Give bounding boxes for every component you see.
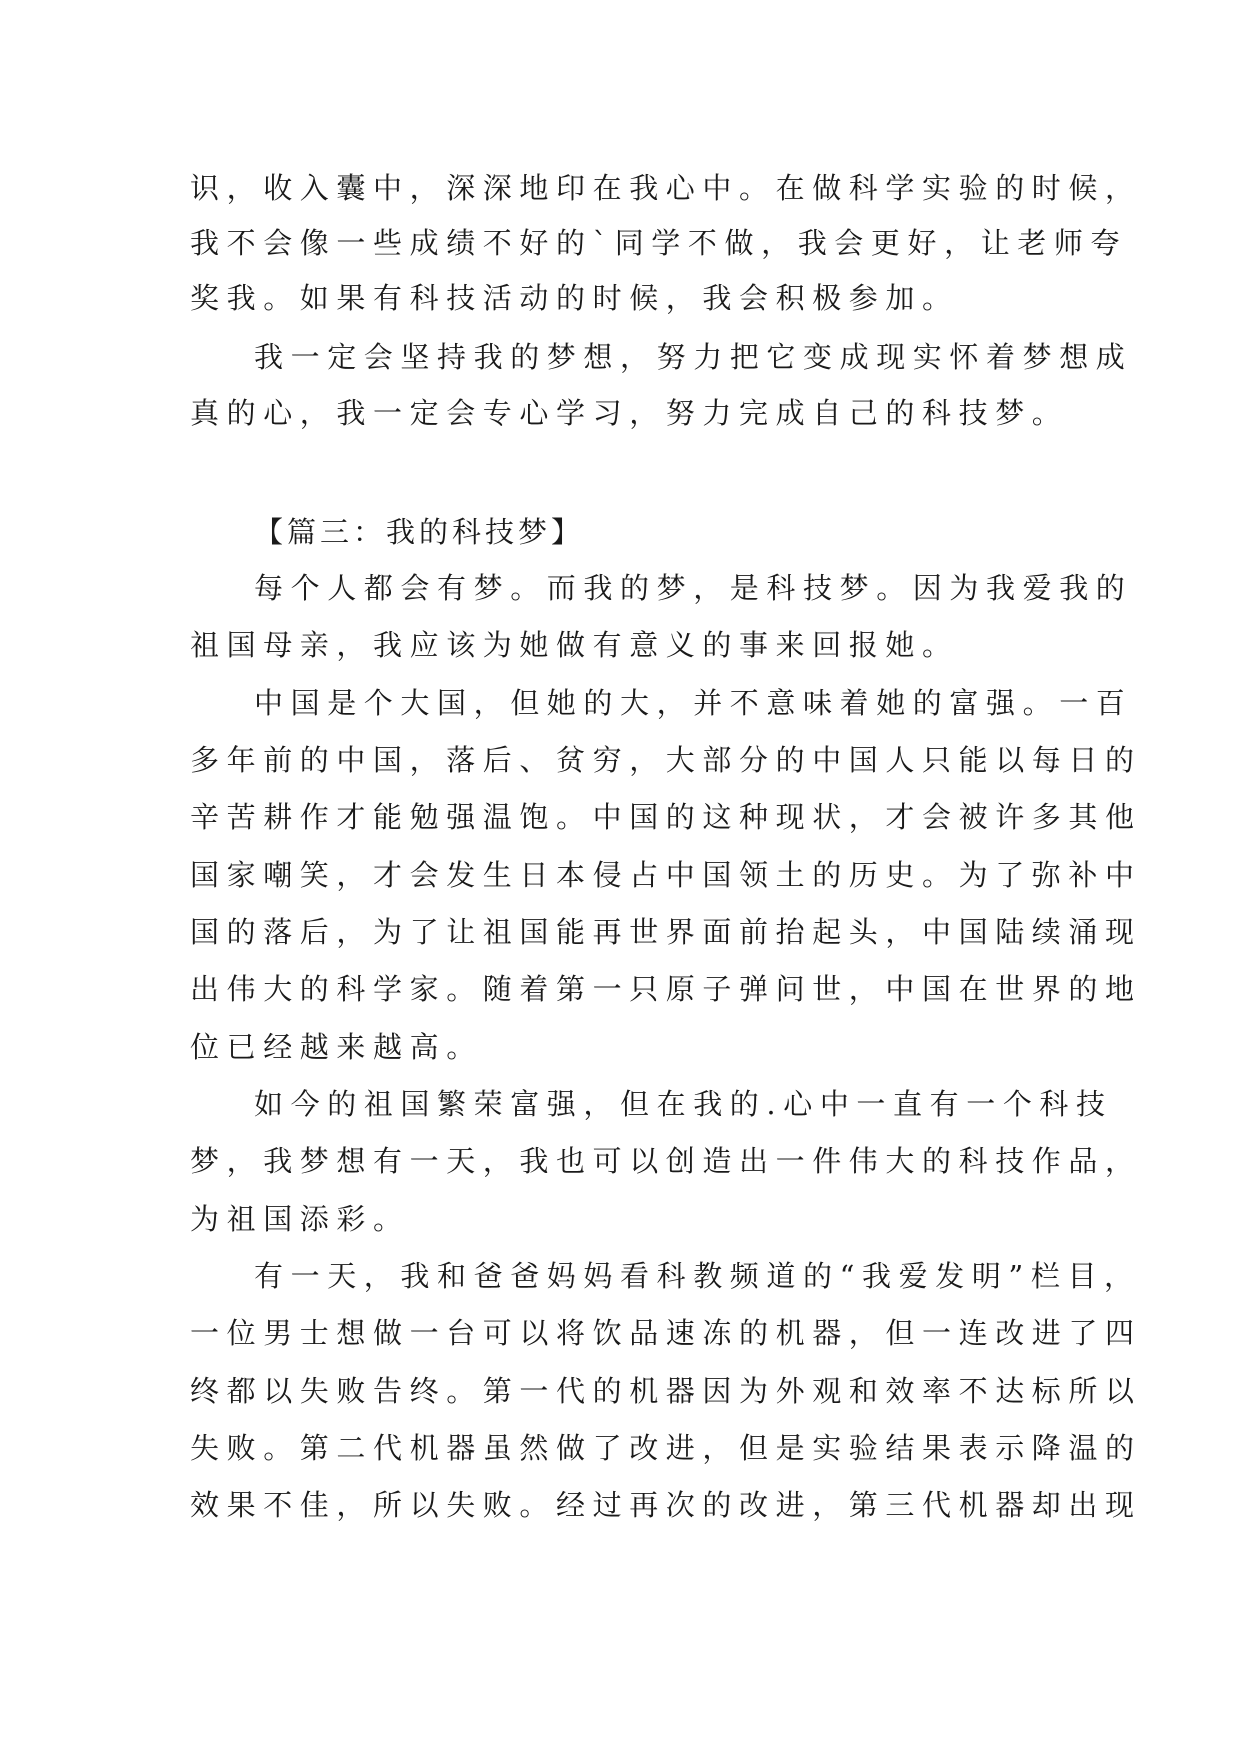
text-line: 终都以失败告终。第一代的机器因为外观和效率不达标所以: [190, 1374, 1142, 1408]
section-heading: 【篇三：我的科技梦】: [254, 515, 585, 549]
text-line: 辛苦耕作才能勉强温饱。中国的这种现状，才会被许多其他: [190, 800, 1142, 834]
text-line: 我不会像一些成绩不好的`同学不做，我会更好，让老师夸: [190, 226, 1128, 260]
text-line: 梦，我梦想有一天，我也可以创造出一件伟大的科技作品，: [190, 1144, 1142, 1178]
text-line: 位已经越来越高。: [190, 1030, 483, 1064]
text-line: 一位男士想做一台可以将饮品速冻的机器，但一连改进了四: [190, 1316, 1142, 1350]
paragraph-first-line: 中国是个大国，但她的大，并不意味着她的富强。一百: [254, 686, 1133, 720]
text-line: 祖国母亲，我应该为她做有意义的事来回报她。: [190, 628, 959, 662]
text-line: 奖我。如果有科技活动的时候，我会积极参加。: [190, 281, 959, 315]
text-line: 国家嘲笑，才会发生日本侵占中国领土的历史。为了弥补中: [190, 858, 1142, 892]
paragraph-first-line: 如今的祖国繁荣富强，但在我的.心中一直有一个科技: [254, 1087, 1113, 1121]
paragraph-first-line: 我一定会坚持我的梦想，努力把它变成现实怀着梦想成: [254, 340, 1133, 374]
text-line: 失败。第二代机器虽然做了改进，但是实验结果表示降温的: [190, 1431, 1142, 1465]
text-line: 为祖国添彩。: [190, 1202, 410, 1236]
text-line: 国的落后，为了让祖国能再世界面前抬起头，中国陆续涌现: [190, 915, 1142, 949]
text-line: 效果不佳，所以失败。经过再次的改进，第三代机器却出现: [190, 1488, 1142, 1522]
text-line: 多年前的中国，落后、贫穷，大部分的中国人只能以每日的: [190, 743, 1142, 777]
paragraph-first-line: 有一天，我和爸爸妈妈看科教频道的“我爱发明”栏目，: [254, 1259, 1141, 1293]
paragraph-first-line: 每个人都会有梦。而我的梦，是科技梦。因为我爱我的: [254, 571, 1133, 605]
text-line: 出伟大的科学家。随着第一只原子弹问世，中国在世界的地: [190, 972, 1142, 1006]
text-line: 识，收入囊中，深深地印在我心中。在做科学实验的时候，: [190, 171, 1142, 205]
text-line: 真的心，我一定会专心学习，努力完成自己的科技梦。: [190, 396, 1069, 430]
